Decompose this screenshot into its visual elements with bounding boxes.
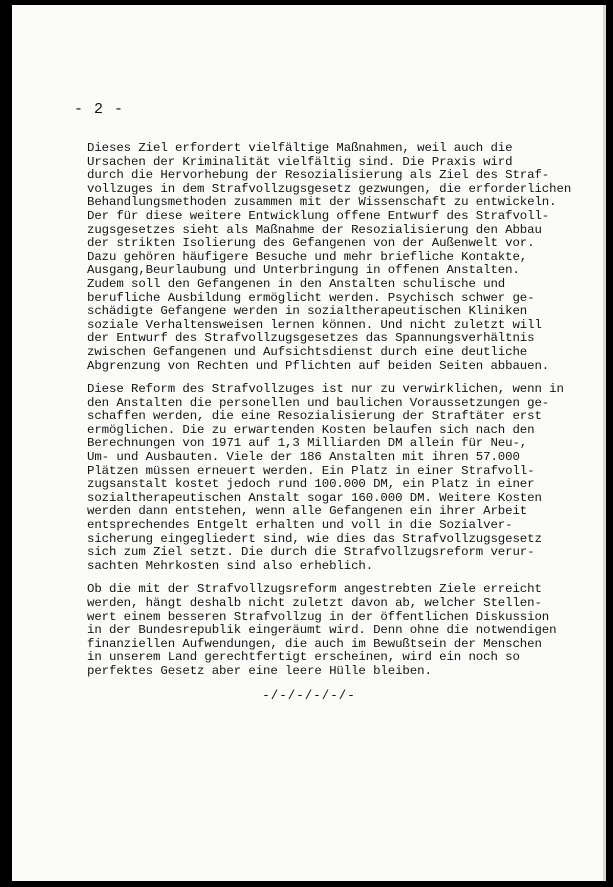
- document-body: [87, 142, 593, 689]
- text-line: sachten Mehrkosten sind also erheblich.: [87, 558, 374, 573]
- text-line: Dieses Ziel erfordert vielfältige Maßnahmen, weil auch die: [87, 141, 513, 155]
- text-line: wert einem besseren Strafvollzug in der öffentlichen Diskussion: [87, 609, 550, 624]
- text-line: der Entwurf des Strafvollzugsgesetzes das Spannungsverhältnis: [87, 331, 535, 346]
- page-edge: [603, 5, 606, 881]
- text-line: werden, hängt deshalb nicht zuletzt davon ab, welcher Stellen-: [87, 596, 542, 610]
- end-of-text-mark: -/-/-/-/-/-: [262, 689, 356, 703]
- text-line: sich zum Ziel setzt. Die durch die Strafvollzugsreform verur-: [87, 545, 535, 560]
- text-line: Diese Reform des Strafvollzuges ist nur zu verwirklichen, wenn in: [87, 382, 564, 397]
- paragraph: [87, 383, 593, 573]
- text-line: finanziellen Aufwendungen, die auch im Bewußtsein der Menschen: [87, 636, 542, 651]
- text-line: Ausgang,Beurlaubung und Unterbringung in offenen Anstalten.: [87, 263, 520, 278]
- text-line: entsprechendes Entgelt erhalten und voll in die Sozialver-: [87, 518, 513, 533]
- paragraph: [87, 142, 593, 373]
- text-line: berufliche Ausbildung ermöglicht werden. Psychisch schwer ge-: [87, 290, 535, 305]
- text-line: perfektes Gesetz aber eine leere Hülle bleiben.: [87, 663, 432, 678]
- text-line: werden dann entstehen, wenn alle Gefangenen ein ihrer Arbeit: [87, 504, 528, 519]
- text-line: Berechnungen von 1971 auf 1,3 Milliarden DM allein für Neu-,: [87, 436, 528, 451]
- text-line: schädigte Gefangene werden in sozialtherapeutischen Kliniken: [87, 304, 528, 319]
- text-line: sicherung eingegliedert sind, wie dies das Strafvollzugsgesetz: [87, 531, 542, 546]
- text-line: der strikten Isolierung des Gefangenen von der Außenwelt vor.: [87, 236, 535, 251]
- text-line: ermöglichen. Die zu erwartenden Kosten belaufen sich nach den: [87, 422, 535, 437]
- text-line: schaffen werden, die eine Resozialisierung der Straftäter erst: [87, 409, 542, 424]
- text-line: Dazu gehören häufigere Besuche und mehr briefliche Kontakte,: [87, 249, 528, 264]
- text-line: Abgrenzung von Rechten und Pflichten auf beiden Seiten abbauen.: [87, 358, 550, 373]
- text-line: zugsgesetzes sieht als Maßnahme der Resozialisierung den Abbau: [87, 222, 542, 237]
- text-line: durch die Hervorhebung der Resozialisierung als Ziel des Straf-: [87, 168, 550, 183]
- text-line: Plätzen müssen erneuert werden. Ein Platz in einer Strafvoll-: [87, 463, 535, 478]
- text-line: in unserem Land gerechtfertigt erscheinen, wird ein noch so: [87, 650, 520, 665]
- text-line: Ursachen der Kriminalität vielfältig sind. Die Praxis wird: [87, 154, 513, 169]
- text-line: in der Bundesrepublik eingeräumt wird. Denn ohne die notwendigen: [87, 623, 557, 638]
- page-number: - 2 -: [74, 101, 125, 118]
- text-line: Zudem soll den Gefangenen in den Anstalten schulische und: [87, 276, 506, 291]
- text-line: sozialtherapeutischen Anstalt sogar 160.000 DM. Weitere Kosten: [87, 490, 542, 505]
- paragraph: [87, 583, 593, 678]
- text-line: Der für diese weitere Entwicklung offene Entwurf des Strafvoll-: [87, 208, 550, 223]
- text-line: vollzuges in dem Strafvollzugsgesetz gezwungen, die erforderlichen: [87, 181, 572, 196]
- text-line: zwischen Gefangenen und Aufsichtsdienst durch eine deutliche: [87, 344, 528, 359]
- text-line: soziale Verhaltensweisen lernen können. Und nicht zuletzt will: [87, 317, 542, 332]
- document-page: [12, 5, 606, 881]
- text-line: Ob die mit der Strafvollzugsreform angestrebten Ziele erreicht: [87, 582, 542, 597]
- text-line: Behandlungsmethoden zusammen mit der Wissenschaft zu entwickeln.: [87, 195, 557, 210]
- text-line: den Anstalten die personellen und baulichen Voraussetzungen ge-: [87, 395, 550, 410]
- text-line: Um- und Ausbauten. Viele der 186 Anstalten mit ihren 57.000: [87, 450, 520, 465]
- text-line: zugsanstalt kostet jedoch rund 100.000 DM, ein Platz in einer: [87, 477, 535, 492]
